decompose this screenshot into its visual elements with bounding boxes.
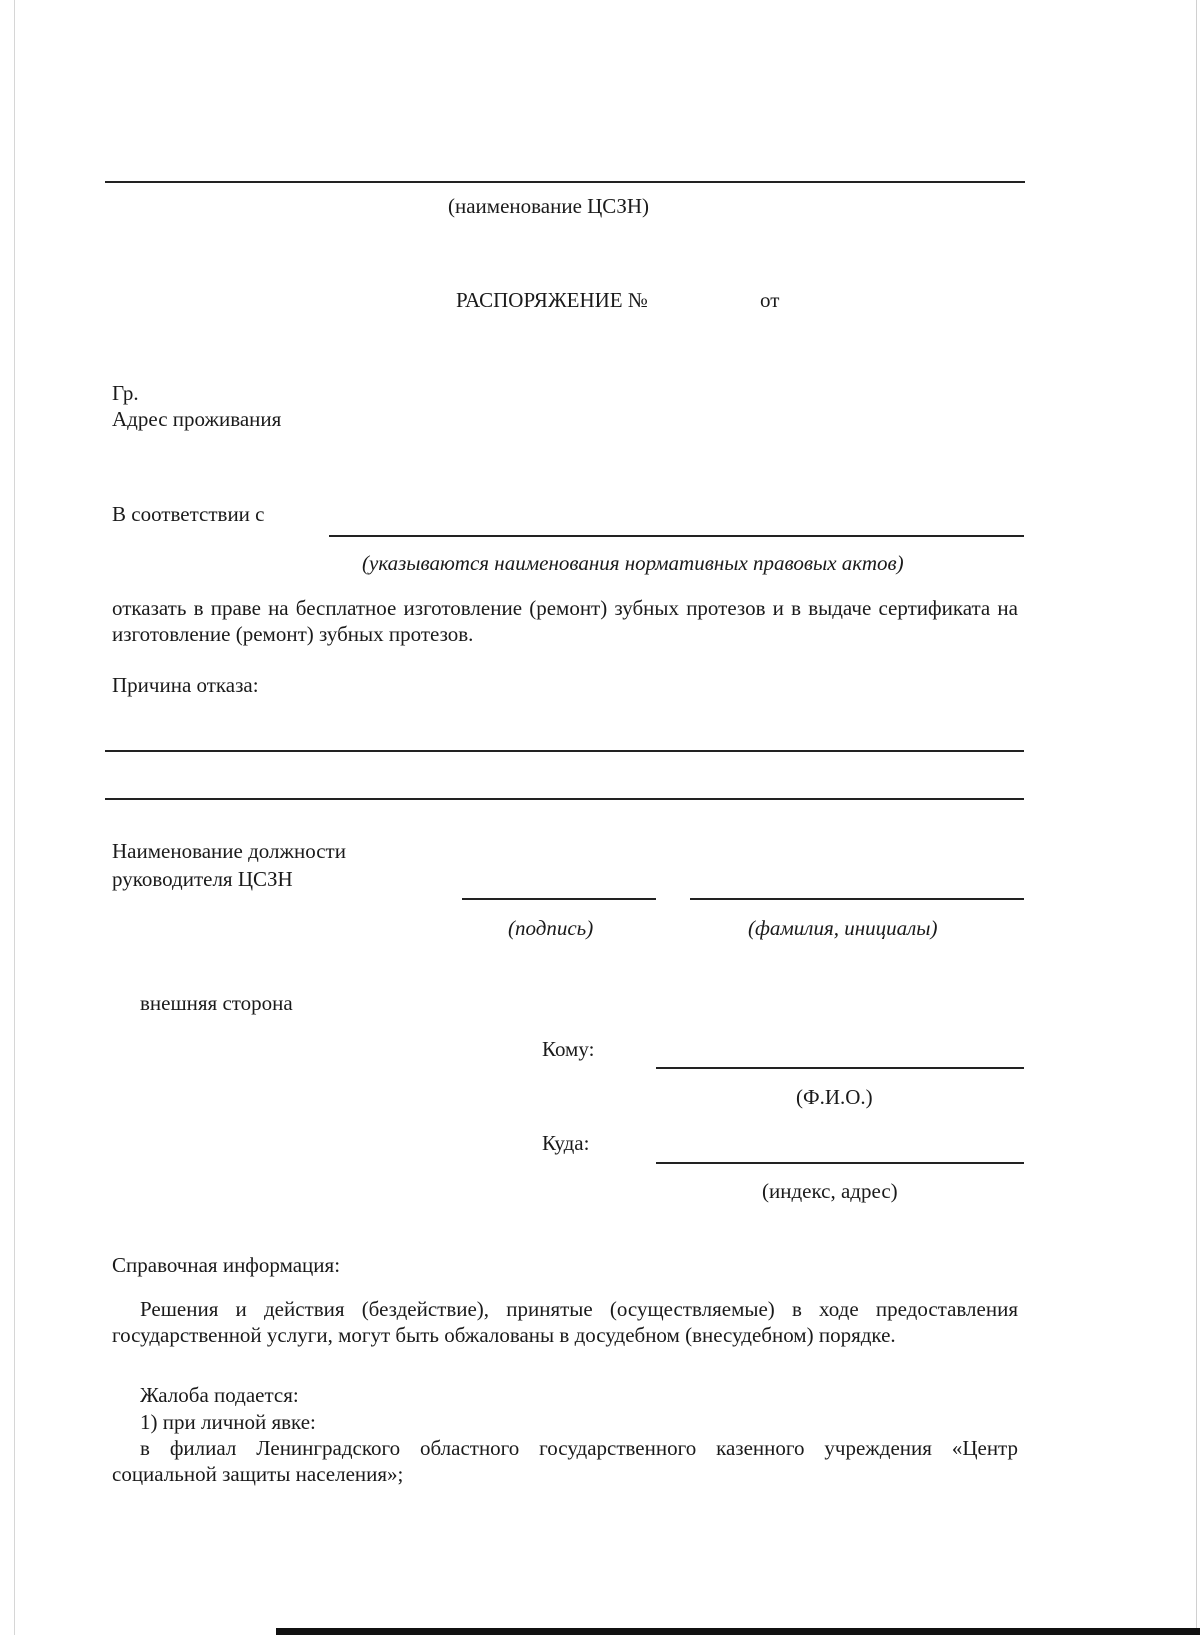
signature-line: [462, 898, 656, 900]
signer-name-line: [690, 898, 1024, 900]
scan-edge-left: [14, 0, 15, 1635]
basis-acts-line: [329, 535, 1024, 537]
reference-paragraph-branch: в филиал Ленинградского областного государственного казенного учреждения «Центр социальной защиты населения»;: [112, 1436, 1018, 1487]
order-date-label: от: [760, 288, 780, 312]
reason-line-1: [105, 750, 1024, 752]
reason-label: Причина отказа:: [112, 673, 259, 697]
citizen-label: Гр.: [112, 381, 139, 405]
order-title: РАСПОРЯЖЕНИЕ №: [456, 288, 648, 312]
decision-text: отказать в праве на бесплатное изготовление (ремонт) зубных протезов и в выдаче сертификата на изготовление (ремонт) зубных протезов.: [112, 596, 1018, 647]
scan-edge-right: [1196, 0, 1197, 1635]
outer-side-label: внешняя сторона: [140, 991, 293, 1015]
reference-paragraph-personal: 1) при личной явке:: [140, 1410, 316, 1434]
reference-paragraph-complaint: Жалоба подается:: [140, 1383, 299, 1407]
org-name-line: [105, 181, 1025, 183]
reason-line-2: [105, 798, 1024, 800]
recipient-line: [656, 1067, 1024, 1069]
recipient-label: Кому:: [542, 1037, 595, 1061]
org-name-caption: (наименование ЦСЗН): [448, 194, 649, 218]
destination-line: [656, 1162, 1024, 1164]
scan-bottom-edge: [276, 1628, 1200, 1635]
position-title-line-1: Наименование должности: [112, 839, 346, 863]
address-label: Адрес проживания: [112, 407, 282, 431]
recipient-caption: (Ф.И.О.): [796, 1085, 873, 1109]
basis-intro: В соответствии с: [112, 502, 265, 526]
reference-paragraph-appeal: Решения и действия (бездействие), принятые (осуществляемые) в ходе предоставления государственной услуги, могут быть обжалованы в досудебном (внесудебном) порядке.: [112, 1297, 1018, 1348]
signature-caption: (подпись): [508, 916, 594, 940]
basis-acts-caption: (указываются наименования нормативных правовых актов): [362, 551, 904, 575]
position-title-line-2: руководителя ЦСЗН: [112, 867, 293, 891]
reference-title: Справочная информация:: [112, 1253, 341, 1277]
destination-caption: (индекс, адрес): [762, 1179, 898, 1203]
destination-label: Куда:: [542, 1131, 590, 1155]
signer-name-caption: (фамилия, инициалы): [748, 916, 938, 940]
